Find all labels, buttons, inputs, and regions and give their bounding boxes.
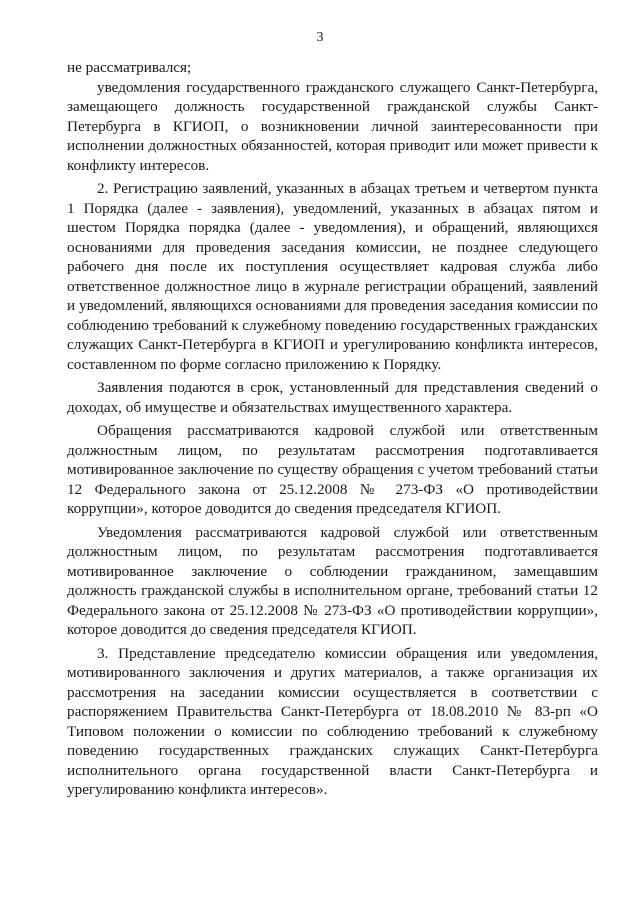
- paragraph-item-2-registration: 2. Регистрацию заявлений, указанных в абзацах третьем и четвертом пункта 1 Порядка (далее - заявления), уведомлений, указанных в абзацах пятом и шестом Порядка порядка (далее - уведомления), и обращений, являющихся основаниями для проведения заседания комиссии, не позднее следующего рабочего дня после их поступления осуществляет кадровая служба либо ответственное должностное лицо в журнале регистрации обращений, заявлений и уведомлений, являющихся основаниями для проведения заседания комиссии по соблюдению требований к служебному поведению государственных гражданских служащих Санкт-Петербурга в КГИОП и урегулированию конфликта интересов, составленном по форме согласно приложению к Порядку.: [67, 180, 598, 373]
- paragraph-appeals-review: Обращения рассматриваются кадровой службой или ответственным должностным лицом, по результатам рассмотрения подготавливается мотивированное заключение по существу обращения с учетом требований статьи 12 Федерального закона от 25.12.2008 № 273-ФЗ «О противодействии коррупции», которое доводится до сведения председателя КГИОП.: [67, 422, 598, 517]
- paragraph-notifications-review: Уведомления рассматриваются кадровой службой или ответственным должностным лицом, по результатам рассмотрения подготавливается мотивированное заключение о соблюдении гражданином, замещавшим должность гражданской службы в исполнительном органе, требований статьи 12 Федерального закона от 25.12.2008 № 273-ФЗ «О противодействии коррупции», которое доводится до сведения председателя КГИОП.: [67, 523, 598, 638]
- paragraph-notifications-conflict: уведомления государственного гражданского служащего Санкт-Петербурга, замещающего должность государственной гражданской службы Санкт-Петербурга в КГИОП, о возникновении личной заинтересованности при исполнении должностных обязанностей, которая приводит или может привести к конфликту интересов.: [67, 78, 598, 174]
- document-body: [67, 58, 598, 800]
- paragraph-not-considered: не рассматривался;: [67, 59, 192, 76]
- paragraph-item-3-submission: 3. Представление председателю комиссии обращения или уведомления, мотивированного заключения и других материалов, а также организация их рассмотрения на заседании комиссии осуществляется в соответствии с распоряжением Правительства Санкт-Петербурга от 18.08.2010 № 83-рп «О Типовом положении о комиссии по соблюдению требований к служебному поведению государственных гражданских служащих Санкт-Петербурга исполнительного органа государственной власти Санкт-Петербурга и урегулированию конфликта интересов».: [67, 644, 598, 798]
- paragraph-applications-deadline: Заявления подаются в срок, установленный для представления сведений о доходах, об имуществе и обязательствах имущественного характера.: [67, 379, 598, 416]
- page-number: 3: [316, 30, 324, 45]
